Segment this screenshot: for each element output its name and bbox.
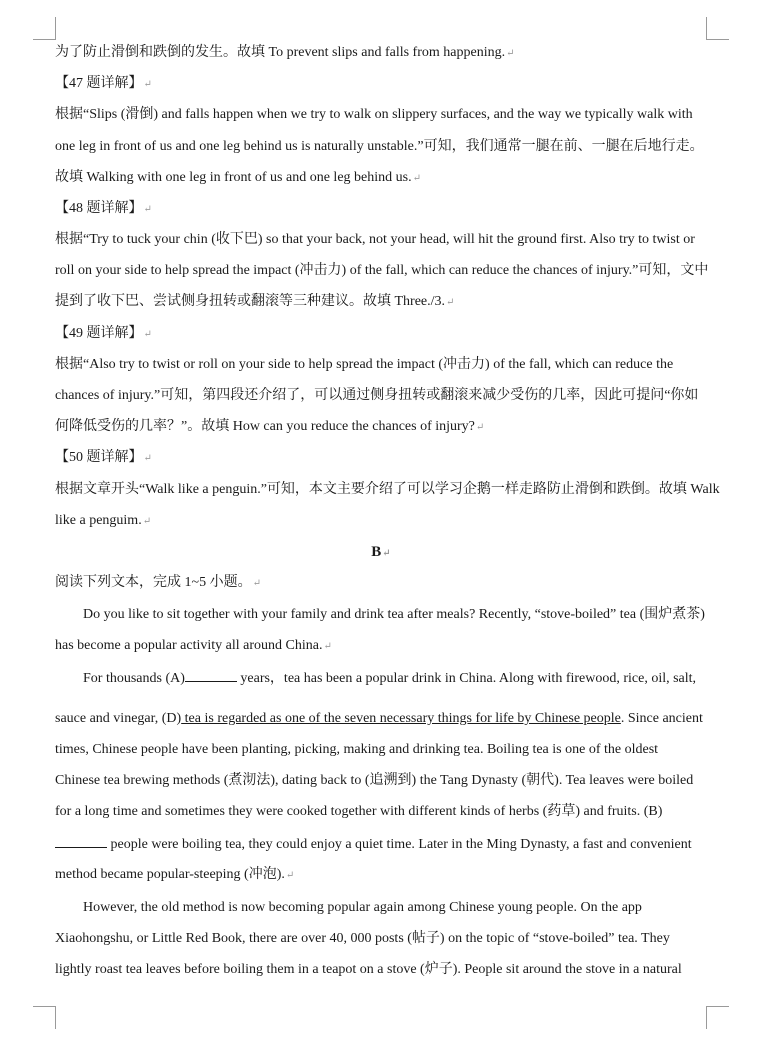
line-text: lightly roast tea leaves before boiling them in a teapot on a stove (炉子). People sit around the stove in a natural <box>55 962 682 977</box>
paragraph-mark-icon: ↵ <box>142 516 152 527</box>
text-line <box>55 542 707 562</box>
line-text: sauce and vinegar, (D) <box>55 711 182 726</box>
text-line <box>55 43 514 63</box>
text-line <box>55 292 454 312</box>
paragraph-mark-icon: ↵ <box>382 548 391 559</box>
text-line <box>55 324 152 344</box>
text-line <box>83 667 696 687</box>
crop-mark-top-left <box>33 17 56 40</box>
paragraph-mark-icon: ↵ <box>446 297 455 308</box>
line-text: 【48 题详解】 <box>55 201 143 216</box>
line-text: B <box>371 544 382 560</box>
line-text: Chinese tea brewing methods (煮沏法), dating back to (追溯到) the Tang Dynasty (朝代). Tea leaves were boiled <box>55 773 694 788</box>
text-line <box>55 865 294 885</box>
text-line <box>55 261 708 281</box>
paragraph-mark-icon: ↵ <box>143 453 152 464</box>
underlined-sentence: tea is regarded as one of the seven necessary things for life by Chinese people <box>181 711 621 726</box>
answer-blank <box>55 833 107 848</box>
line-text: 【47 题详解】 <box>55 76 143 91</box>
line-text: chances of injury.”可知，第四段还介绍了，可以通过侧身扭转或翻滚来减少受伤的几率，因此可提问“你如 <box>55 388 699 403</box>
line-text: 阅读下列文本，完成 1~5 小题。 <box>55 575 252 590</box>
line-text: has become a popular activity all around China. <box>55 638 323 653</box>
line-text: 根据“Slips (滑倒) and falls happen when we try to walk on slippery surfaces, and the way we typically walk with <box>55 107 693 122</box>
line-text: Do you like to sit together with your family and drink tea after meals? Recently, “stove-boiled” tea (围炉煮茶) <box>83 607 705 622</box>
paragraph-mark-icon: ↵ <box>143 79 152 90</box>
line-text: 何降低受伤的几率？”。故填 How can you reduce the chances of injury? <box>55 419 475 434</box>
text-line <box>55 709 703 729</box>
line-text: . Since ancient <box>620 711 703 726</box>
text-line <box>55 636 332 656</box>
paragraph-mark-icon: ↵ <box>323 641 332 652</box>
line-text: 【50 题详解】 <box>55 450 143 465</box>
text-line <box>55 417 484 437</box>
line-text: method became popular-steeping (冲泡). <box>55 867 285 882</box>
line-text: However, the old method is now becoming popular again among Chinese young people. On the app <box>83 900 642 915</box>
paragraph-mark-icon: ↵ <box>506 48 515 59</box>
line-text: one leg in front of us and one leg behind us is naturally unstable.”可知，我们通常一腿在前、一腿在后地行走。 <box>55 139 704 154</box>
text-line <box>55 137 704 157</box>
text-line <box>55 199 152 219</box>
text-line <box>55 802 662 822</box>
text-line <box>83 898 642 918</box>
line-text: 根据文章开头“Walk like a penguin.”可知，本文主要介绍了可以学习企鹅一样走路防止滑倒和跌倒。故填 Walk <box>55 482 720 497</box>
text-line <box>55 960 682 980</box>
text-line <box>55 511 151 531</box>
line-text: 根据“Try to tuck your chin (收下巴) so that your back, not your head, will hit the ground first. Also try to twist or <box>55 232 695 247</box>
text-line <box>55 771 693 791</box>
text-line <box>55 573 261 593</box>
text-line <box>55 448 152 468</box>
text-line <box>55 929 670 949</box>
text-line <box>55 230 695 250</box>
paragraph-mark-icon: ↵ <box>252 578 261 589</box>
text-line <box>55 386 698 406</box>
text-line <box>55 168 421 188</box>
line-text: roll on your side to help spread the impact (冲击力) of the fall, which can reduce the chances of injury.”可知，文中 <box>55 263 709 278</box>
line-text: Xiaohongshu, or Little Red Book, there are over 40, 000 posts (帖子) on the topic of “stove-boiled” tea. They <box>55 931 670 946</box>
text-line <box>55 74 152 94</box>
line-text: 根据“Also try to twist or roll on your side to help spread the impact (冲击力) of the fall, which can reduce the <box>55 357 674 372</box>
text-line <box>55 740 658 760</box>
line-text: people were boiling tea, they could enjoy a quiet time. Later in the Ming Dynasty, a fast and convenient <box>107 837 692 852</box>
line-text: 提到了收下巴、尝试侧身扭转或翻滚等三种建议。故填 Three./3. <box>55 294 446 309</box>
line-text: 故填 Walking with one leg in front of us and one leg behind us. <box>55 170 412 185</box>
paragraph-mark-icon: ↵ <box>143 329 152 340</box>
crop-mark-bottom-left <box>33 1006 56 1029</box>
text-line <box>55 480 720 500</box>
answer-blank <box>185 667 237 682</box>
text-line <box>55 833 692 853</box>
paragraph-mark-icon: ↵ <box>285 870 295 881</box>
line-text: times, Chinese people have been planting, picking, making and drinking tea. Boiling tea is one of the oldest <box>55 742 659 757</box>
line-text: years，tea has been a popular drink in China. Along with firewood, rice, oil, salt, <box>236 671 697 686</box>
text-line <box>55 105 693 125</box>
line-text: 【49 题详解】 <box>55 326 143 341</box>
line-text: 为了防止滑倒和跌倒的发生。故填 To prevent slips and falls from happening. <box>55 45 506 60</box>
text-line <box>55 355 673 375</box>
line-text: For thousands (A) <box>83 671 185 686</box>
line-text: like a penguim. <box>55 513 142 528</box>
text-line <box>83 605 705 625</box>
paragraph-mark-icon: ↵ <box>412 173 421 184</box>
line-text: for a long time and sometimes they were cooked together with different kinds of herbs (药草) and fruits. (B) <box>55 804 663 819</box>
paragraph-mark-icon: ↵ <box>143 204 152 215</box>
crop-mark-bottom-right <box>706 1006 729 1029</box>
paragraph-mark-icon: ↵ <box>475 422 485 433</box>
crop-mark-top-right <box>706 17 729 40</box>
